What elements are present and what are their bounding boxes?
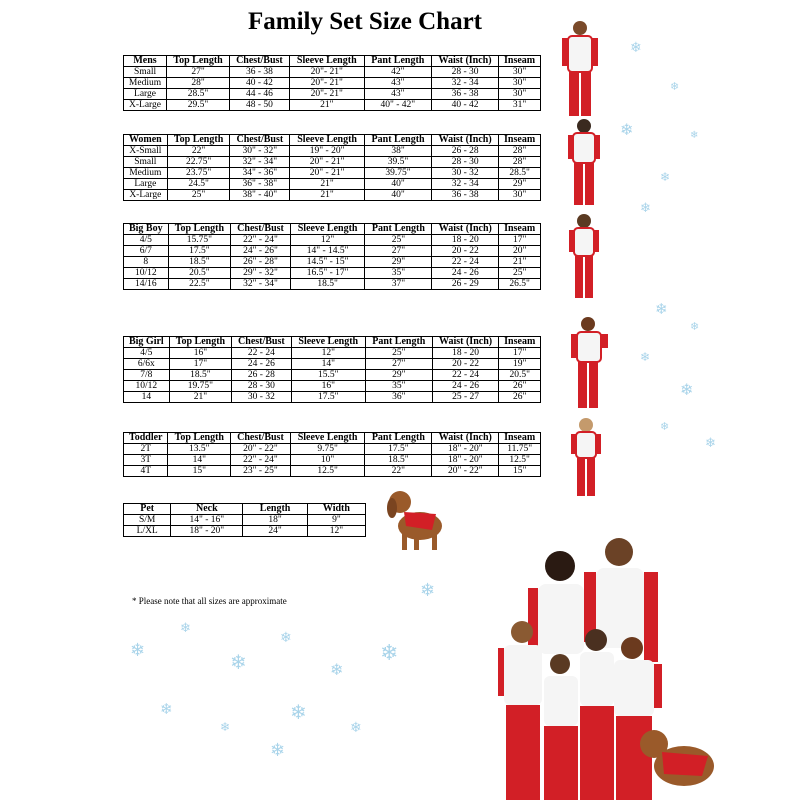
table-cell: 19.75" <box>169 381 232 392</box>
table-header-row <box>124 224 541 235</box>
table-cell: 32 - 34 <box>432 179 499 190</box>
table-cell: 12" <box>307 526 365 537</box>
column-header: Sleeve Length <box>291 337 365 348</box>
table-cell: 32 - 34 <box>431 78 498 89</box>
table-cell: 13.5" <box>168 444 231 455</box>
table-cell: 30" <box>499 78 541 89</box>
table-cell: 15.5" <box>291 370 365 381</box>
snowflake-icon: ❄ <box>620 122 634 139</box>
table-cell: 28" <box>499 146 541 157</box>
size-label-cell: 10/12 <box>124 381 170 392</box>
table-header-row <box>124 504 366 515</box>
table-cell: 29" <box>365 370 432 381</box>
table-header-row <box>124 56 541 67</box>
table-cell: 12" <box>290 235 365 246</box>
table-cell: 27" <box>167 67 230 78</box>
table-cell: 12.5" <box>290 466 365 477</box>
table-cell: 36" - 38" <box>230 179 290 190</box>
table-cell: 17.5" <box>168 246 231 257</box>
toddler-model-photo <box>570 416 602 498</box>
size-label-cell: S/M <box>124 515 171 526</box>
table-cell: 11.75" <box>499 444 541 455</box>
table-cell: 20.5" <box>499 370 541 381</box>
column-header: Chest/Bust <box>232 337 291 348</box>
column-header: Inseam <box>499 135 541 146</box>
table-row <box>124 392 541 403</box>
table-cell: 21" <box>290 190 365 201</box>
table-cell: 15.75" <box>168 235 231 246</box>
size-label-cell: 4T <box>124 466 168 477</box>
table-cell: 21" <box>290 179 365 190</box>
table-row <box>124 359 541 370</box>
table-cell: 14" - 14.5" <box>290 246 365 257</box>
section-label: Big Boy <box>124 224 169 235</box>
table-row <box>124 466 541 477</box>
column-header: Inseam <box>499 56 541 67</box>
table-cell: 20.5" <box>168 268 231 279</box>
table-cell: 17" <box>499 348 541 359</box>
table-cell: 14" <box>291 359 365 370</box>
table-cell: 48 - 50 <box>230 100 290 111</box>
table-row <box>124 381 541 392</box>
table-cell: 20"- 21" <box>289 89 364 100</box>
table-row <box>124 179 541 190</box>
size-label-cell: 6/7 <box>124 246 169 257</box>
table-cell: 40 - 42 <box>431 100 498 111</box>
table-cell: 26 - 29 <box>432 279 499 290</box>
table-cell: 37" <box>365 279 432 290</box>
column-header: Pant Length <box>364 56 431 67</box>
column-header: Waist (Inch) <box>432 433 499 444</box>
table-cell: 30" - 32" <box>230 146 290 157</box>
women-model-photo <box>566 117 602 207</box>
table-cell: 25 - 27 <box>432 392 499 403</box>
snowflake-icon: ❄ <box>655 302 668 318</box>
table-cell: 16" <box>291 381 365 392</box>
column-header: Pant Length <box>365 337 432 348</box>
big-boy-size-table <box>123 223 541 290</box>
column-header: Sleeve Length <box>289 56 364 67</box>
column-header: Top Length <box>168 433 231 444</box>
table-cell: 12" <box>291 348 365 359</box>
table-cell: 21" <box>499 257 541 268</box>
size-label-cell: 8 <box>124 257 169 268</box>
table-cell: 40 - 42 <box>230 78 290 89</box>
table-cell: 14" <box>168 455 231 466</box>
table-row <box>124 89 541 100</box>
table-cell: 39.5" <box>365 157 432 168</box>
table-cell: 21" <box>289 100 364 111</box>
table-header-row <box>124 433 541 444</box>
table-cell: 22" - 24" <box>231 235 291 246</box>
column-header: Pant Length <box>365 433 432 444</box>
women-size-table <box>123 134 541 201</box>
table-cell: 20" - 22" <box>231 444 291 455</box>
size-label-cell: X-Small <box>124 146 168 157</box>
column-header: Top Length <box>167 56 230 67</box>
table-cell: 25" <box>365 348 432 359</box>
table-cell: 20 - 22 <box>432 246 499 257</box>
table-row <box>124 370 541 381</box>
column-header: Top Length <box>167 135 230 146</box>
column-header: Chest/Bust <box>231 224 291 235</box>
table-cell: 29" <box>499 179 541 190</box>
table-row <box>124 279 541 290</box>
size-label-cell: X-Large <box>124 190 168 201</box>
table-cell: 27" <box>365 359 432 370</box>
table-header-row <box>124 337 541 348</box>
big-boy-model-photo <box>568 212 600 300</box>
table-cell: 28 - 30 <box>431 67 498 78</box>
table-cell: 24.5" <box>167 179 230 190</box>
column-header: Neck <box>171 504 243 515</box>
table-cell: 35" <box>365 381 432 392</box>
page-title: Family Set Size Chart <box>248 8 482 35</box>
table-row <box>124 146 541 157</box>
table-cell: 31" <box>499 100 541 111</box>
table-cell: 28.5" <box>499 168 541 179</box>
table-cell: 17.5" <box>291 392 365 403</box>
table-row <box>124 157 541 168</box>
column-header: Chest/Bust <box>231 433 291 444</box>
snowflake-icon: ❄ <box>130 640 146 660</box>
table-cell: 27" <box>365 246 432 257</box>
mens-model-photo <box>560 18 600 118</box>
size-label-cell: 14/16 <box>124 279 169 290</box>
table-cell: 26 - 28 <box>232 370 291 381</box>
big-girl-model-photo <box>570 314 610 410</box>
table-row <box>124 67 541 78</box>
table-cell: 29" <box>365 257 432 268</box>
column-header: Waist (Inch) <box>432 135 499 146</box>
size-label-cell: 14 <box>124 392 170 403</box>
pet-size-table <box>123 503 366 537</box>
table-cell: 25" <box>499 268 541 279</box>
size-label-cell: 10/12 <box>124 268 169 279</box>
table-cell: 40" <box>365 190 432 201</box>
table-cell: 25" <box>167 190 230 201</box>
table-cell: 24 - 26 <box>232 359 291 370</box>
table-cell: 35" <box>365 268 432 279</box>
table-row <box>124 268 541 279</box>
table-cell: 26.5" <box>499 279 541 290</box>
table-row <box>124 168 541 179</box>
column-header: Inseam <box>499 433 541 444</box>
column-header: Chest/Bust <box>230 56 290 67</box>
table-cell: 28 - 30 <box>232 381 291 392</box>
snowflake-icon: ❄ <box>680 382 694 399</box>
table-cell: 20"- 21" <box>289 67 364 78</box>
table-cell: 14.5" - 15" <box>290 257 365 268</box>
snowflake-icon: ❄ <box>290 702 307 724</box>
table-cell: 34" - 36" <box>230 168 290 179</box>
column-header: Top Length <box>169 337 232 348</box>
table-cell: 18.5" <box>290 279 365 290</box>
table-cell: 18" <box>243 515 308 526</box>
table-cell: 16.5" - 17" <box>290 268 365 279</box>
table-row <box>124 348 541 359</box>
table-cell: 26" <box>499 392 541 403</box>
table-row <box>124 246 541 257</box>
table-cell: 21" <box>169 392 232 403</box>
table-cell: 39.75" <box>365 168 432 179</box>
column-header: Top Length <box>168 224 231 235</box>
table-cell: 17.5" <box>365 444 432 455</box>
table-cell: 18.5" <box>365 455 432 466</box>
approximate-sizes-note: * Please note that all sizes are approximate <box>132 596 287 606</box>
size-label-cell: 4/5 <box>124 235 169 246</box>
table-cell: 25" <box>365 235 432 246</box>
column-header: Pant Length <box>365 135 432 146</box>
snowflake-icon: ❄ <box>220 720 231 734</box>
table-cell: 20" - 22" <box>432 466 499 477</box>
big-girl-size-table <box>123 336 541 403</box>
snowflake-icon: ❄ <box>420 580 436 600</box>
table-cell: 20" - 21" <box>290 157 365 168</box>
table-cell: 24" - 26" <box>231 246 291 257</box>
table-cell: 22" <box>167 146 230 157</box>
table-cell: 24 - 26 <box>432 268 499 279</box>
table-cell: 43" <box>364 78 431 89</box>
column-header: Sleeve Length <box>290 224 365 235</box>
table-cell: 19" - 20" <box>290 146 365 157</box>
table-cell: 26" - 28" <box>231 257 291 268</box>
column-header: Width <box>307 504 365 515</box>
table-cell: 22.5" <box>168 279 231 290</box>
table-cell: 23" - 25" <box>231 466 291 477</box>
table-cell: 30" <box>499 67 541 78</box>
snowflake-icon: ❄ <box>640 200 651 215</box>
table-cell: 28.5" <box>167 89 230 100</box>
column-header: Pant Length <box>365 224 432 235</box>
size-label-cell: L/XL <box>124 526 171 537</box>
section-label: Mens <box>124 56 167 67</box>
table-cell: 17" <box>169 359 232 370</box>
table-cell: 38" <box>365 146 432 157</box>
dog-model-photo <box>384 486 448 552</box>
table-cell: 16" <box>169 348 232 359</box>
size-label-cell: 4/5 <box>124 348 170 359</box>
table-cell: 18 - 20 <box>432 348 499 359</box>
snowflake-icon: ❄ <box>690 321 700 333</box>
column-header: Sleeve Length <box>290 433 365 444</box>
column-header: Waist (Inch) <box>432 224 499 235</box>
column-header: Sleeve Length <box>290 135 365 146</box>
table-cell: 22" <box>365 466 432 477</box>
column-header: Inseam <box>499 337 541 348</box>
table-row <box>124 455 541 466</box>
family-group-photo <box>494 530 724 800</box>
table-cell: 22 - 24 <box>432 370 499 381</box>
size-label-cell: Medium <box>124 78 167 89</box>
size-label-cell: Small <box>124 157 168 168</box>
table-cell: 38" - 40" <box>230 190 290 201</box>
snowflake-icon: ❄ <box>330 662 344 679</box>
section-label: Toddler <box>124 433 168 444</box>
table-cell: 12.5" <box>499 455 541 466</box>
snowflake-icon: ❄ <box>640 350 651 364</box>
size-label-cell: Medium <box>124 168 168 179</box>
table-cell: 43" <box>364 89 431 100</box>
table-cell: 36 - 38 <box>431 89 498 100</box>
table-cell: 26 - 28 <box>432 146 499 157</box>
table-cell: 28" <box>167 78 230 89</box>
table-cell: 19" <box>499 359 541 370</box>
table-cell: 30 - 32 <box>432 168 499 179</box>
table-cell: 18.5" <box>169 370 232 381</box>
snowflake-icon: ❄ <box>160 702 173 718</box>
table-cell: 29.5" <box>167 100 230 111</box>
table-cell: 10" <box>290 455 365 466</box>
size-label-cell: X-Large <box>124 100 167 111</box>
toddler-size-table <box>123 432 541 477</box>
snowflakes-right <box>600 20 800 460</box>
table-cell: 26" <box>499 381 541 392</box>
table-row <box>124 235 541 246</box>
table-cell: 28" <box>499 157 541 168</box>
column-header: Chest/Bust <box>230 135 290 146</box>
table-cell: 18 - 20 <box>432 235 499 246</box>
table-cell: 15" <box>499 466 541 477</box>
column-header: Waist (Inch) <box>432 337 499 348</box>
snowflake-icon: ❄ <box>690 130 699 141</box>
table-row <box>124 100 541 111</box>
snowflake-icon: ❄ <box>280 631 292 646</box>
table-header-row <box>124 135 541 146</box>
table-cell: 32" - 34" <box>231 279 291 290</box>
table-cell: 22 - 24 <box>232 348 291 359</box>
snowflake-icon: ❄ <box>705 435 716 450</box>
table-row <box>124 78 541 89</box>
snowflake-icon: ❄ <box>660 170 671 184</box>
table-cell: 36 - 38 <box>230 67 290 78</box>
table-cell: 28 - 30 <box>432 157 499 168</box>
size-label-cell: 7/8 <box>124 370 170 381</box>
size-label-cell: Large <box>124 179 168 190</box>
table-cell: 36" <box>365 392 432 403</box>
size-label-cell: 6/6x <box>124 359 170 370</box>
size-label-cell: 3T <box>124 455 168 466</box>
table-cell: 30" <box>499 190 541 201</box>
size-label-cell: 2T <box>124 444 168 455</box>
table-cell: 40" - 42" <box>364 100 431 111</box>
size-label-cell: Small <box>124 67 167 78</box>
snowflake-icon: ❄ <box>660 421 670 433</box>
table-cell: 17" <box>499 235 541 246</box>
snowflake-icon: ❄ <box>270 740 286 760</box>
table-cell: 20" <box>499 246 541 257</box>
table-cell: 20"- 21" <box>289 78 364 89</box>
table-row <box>124 190 541 201</box>
snowflake-icon: ❄ <box>350 721 362 736</box>
table-cell: 20" - 21" <box>290 168 365 179</box>
table-cell: 32" - 34" <box>230 157 290 168</box>
table-cell: 14" - 16" <box>171 515 243 526</box>
column-header: Inseam <box>499 224 541 235</box>
table-row <box>124 526 366 537</box>
table-cell: 42" <box>364 67 431 78</box>
table-cell: 9" <box>307 515 365 526</box>
table-cell: 22 - 24 <box>432 257 499 268</box>
table-cell: 30 - 32 <box>232 392 291 403</box>
table-row <box>124 444 541 455</box>
table-cell: 18" - 20" <box>432 455 499 466</box>
column-header: Waist (Inch) <box>431 56 498 67</box>
table-row <box>124 257 541 268</box>
table-cell: 29" - 32" <box>231 268 291 279</box>
snowflake-icon: ❄ <box>380 640 399 665</box>
table-cell: 24 - 26 <box>432 381 499 392</box>
table-cell: 15" <box>168 466 231 477</box>
table-cell: 22.75" <box>167 157 230 168</box>
table-cell: 30" <box>499 89 541 100</box>
size-label-cell: Large <box>124 89 167 100</box>
table-cell: 36 - 38 <box>432 190 499 201</box>
table-cell: 9.75" <box>290 444 365 455</box>
table-cell: 23.75" <box>167 168 230 179</box>
snowflake-icon: ❄ <box>230 652 247 674</box>
table-cell: 24" <box>243 526 308 537</box>
mens-size-table <box>123 55 541 111</box>
table-cell: 40" <box>365 179 432 190</box>
table-cell: 18.5" <box>168 257 231 268</box>
section-label: Big Girl <box>124 337 170 348</box>
table-cell: 18" - 20" <box>171 526 243 537</box>
table-cell: 44 - 46 <box>230 89 290 100</box>
section-label: Women <box>124 135 168 146</box>
table-row <box>124 515 366 526</box>
snowflake-icon: ❄ <box>630 41 642 56</box>
snowflake-icon: ❄ <box>670 81 680 93</box>
section-label: Pet <box>124 504 171 515</box>
table-cell: 20 - 22 <box>432 359 499 370</box>
snowflake-icon: ❄ <box>180 620 191 635</box>
table-cell: 18" - 20" <box>432 444 499 455</box>
column-header: Length <box>243 504 308 515</box>
table-cell: 22" - 24" <box>231 455 291 466</box>
